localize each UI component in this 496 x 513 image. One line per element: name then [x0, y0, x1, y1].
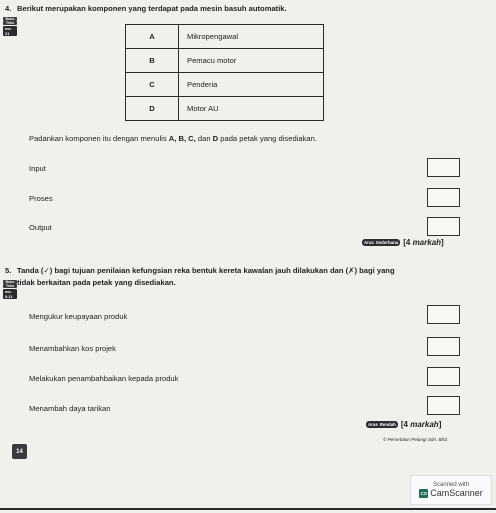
q4-marks [403, 238, 443, 247]
q5-area-badge [366, 421, 398, 428]
table-value: Pemacu motor [179, 49, 324, 73]
q5-question-line1: Tanda (✓) bagi tujuan penilaian kefungsian reka bentuk kereta kawalan jauh dilakukan dan (✗) bagi yang [17, 266, 395, 275]
q4-badge-line1: Buku [3, 17, 17, 21]
q4-badge-page: ms. 21 [3, 26, 17, 36]
q4-instruction-keys: A, B, C, [168, 134, 196, 143]
camscanner-watermark [410, 475, 492, 505]
table-key: C [126, 73, 179, 97]
q5-answer-box-1[interactable] [427, 305, 460, 324]
q4-instruction-last: D [212, 134, 219, 143]
copyright-text: © Penerbitan Pelangi Sdn. Bhd. [383, 437, 448, 442]
q4-answer-box-proses[interactable] [427, 188, 460, 207]
table-key: D [126, 97, 179, 121]
q5-area-label1: Aras [368, 422, 378, 427]
q5-difficulty [366, 420, 441, 429]
table-row [126, 25, 324, 49]
q5-row-label-3: Melakukan penambahbaikan kepada produk [29, 374, 179, 383]
q4-number: 4. [5, 4, 12, 13]
scanner-brand [419, 488, 483, 498]
table-value: Mikropengawal [179, 25, 324, 49]
q4-area-label2: Sederhana [375, 240, 399, 245]
q5-badge-line1: Buku [3, 280, 17, 284]
table-value: Motor AU [179, 97, 324, 121]
scanner-line2: CamScanner [430, 488, 483, 498]
q5-badge-line2: Teks [3, 284, 17, 288]
q4-marks-word: markah [412, 238, 442, 247]
q4-row-label-output: Output [29, 223, 52, 232]
scanner-line1: Scanned with [432, 482, 470, 488]
q5-row-label-4: Menambah daya tarikan [29, 404, 111, 413]
q5-marks-pre: [4 [400, 420, 411, 429]
table-key: A [126, 25, 179, 49]
q4-answer-box-output[interactable] [427, 217, 460, 236]
q4-area-badge [362, 239, 400, 246]
q5-answer-box-2[interactable] [427, 337, 460, 356]
bottom-divider [0, 508, 496, 510]
camscanner-icon: CS [420, 490, 427, 496]
q5-row-label-1: Mengukur keupayaan produk [29, 312, 128, 321]
q4-marks-pre: [4 [403, 238, 413, 247]
q4-row-label-input: Input [29, 164, 46, 173]
q4-badge-line2: Teks [3, 21, 17, 25]
q5-badge-page: ms. 9-11 [3, 289, 17, 299]
q5-answer-box-4[interactable] [427, 396, 460, 415]
q4-row-label-proses: Proses [29, 194, 53, 203]
table-row [126, 73, 324, 97]
q4-difficulty [362, 238, 444, 247]
q4-area-label1: Aras [364, 240, 374, 245]
q5-number: 5. [5, 266, 12, 275]
table-value: Penderia [179, 73, 324, 97]
q4-marks-post: ] [441, 238, 444, 247]
q5-question-line2: tidak berkaitan pada petak yang disediakan. [17, 278, 176, 287]
table-row [126, 97, 324, 121]
q5-marks-post: ] [438, 420, 442, 429]
q5-answer-box-3[interactable] [427, 367, 460, 386]
q5-marks-word: markah [410, 420, 439, 429]
q5-area-label2: Rendah [379, 422, 396, 427]
q4-instruction-mid: dan [195, 134, 213, 143]
q4-textbook-badge [3, 17, 17, 36]
q4-instruction [29, 134, 317, 143]
q4-question: Berikut merupakan komponen yang terdapat pada mesin basuh automatik. [17, 4, 287, 13]
q4-instruction-pre: Padankan komponen itu dengan menulis [29, 134, 169, 143]
q4-answer-box-input[interactable] [427, 158, 460, 177]
q5-marks [401, 420, 441, 429]
q5-row-label-2: Menambahkan kos projek [29, 344, 116, 353]
table-row [126, 49, 324, 73]
q5-textbook-badge [3, 280, 17, 299]
page-number: 14 [12, 444, 27, 459]
q4-instruction-post: pada petak yang disediakan. [218, 134, 317, 143]
q4-component-table [125, 24, 324, 121]
table-key: B [126, 49, 179, 73]
